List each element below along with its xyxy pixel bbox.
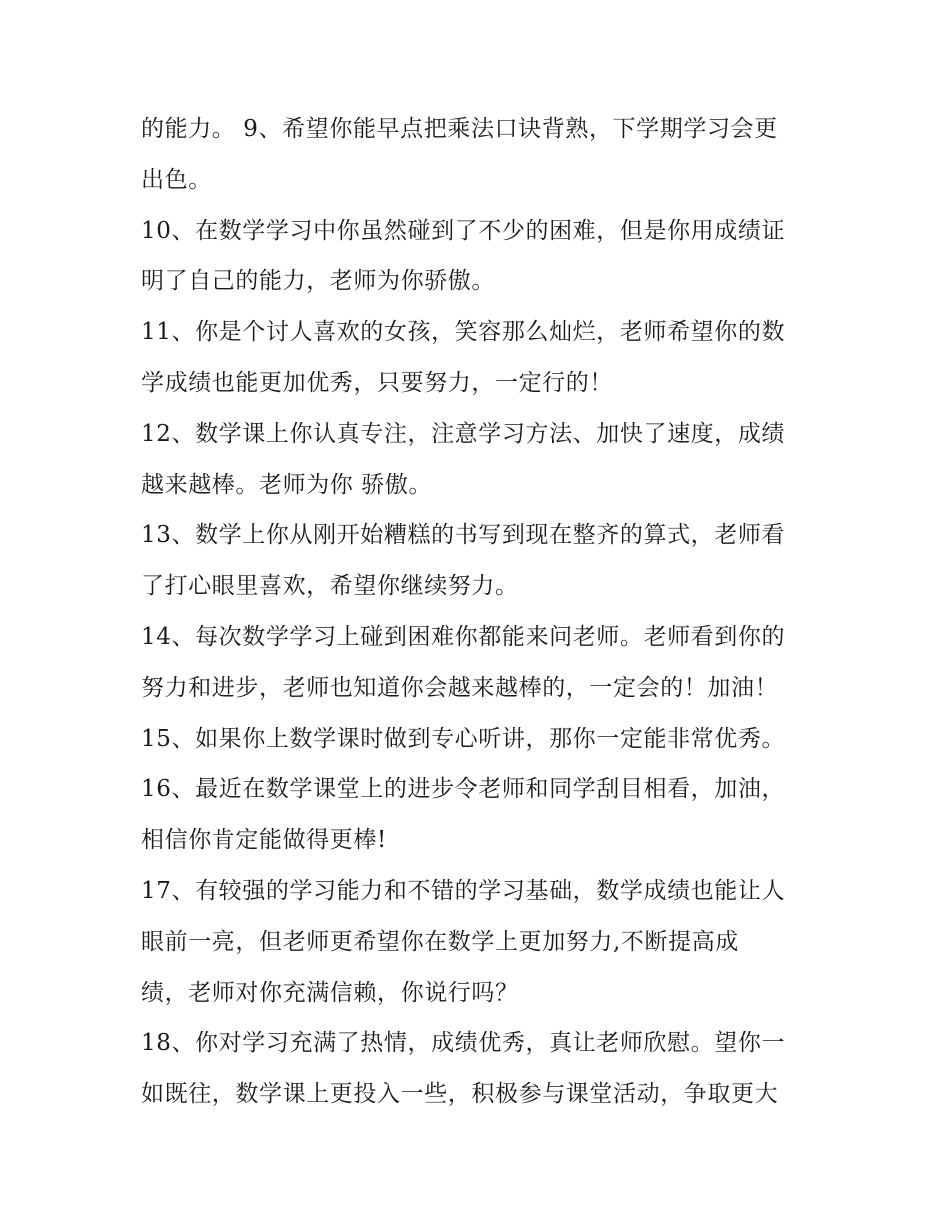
- text-line: 如既往，数学课上更投入一些，积极参与课堂活动，争取更大: [141, 1081, 779, 1108]
- text-line: 绩，老师对你充满信赖，你说行吗？: [141, 979, 519, 1006]
- text-line: 14、每次数学学习上碰到困难你都能来问老师。老师看到你的: [141, 623, 786, 650]
- text-line: 明了自己的能力，老师为你骄傲。: [141, 268, 495, 295]
- text-line: 18、你对学习充满了热情，成绩优秀，真让老师欣慰。望你一: [141, 1030, 786, 1057]
- text-line: 17、有较强的学习能力和不错的学习基础，数学成绩也能让人: [141, 877, 786, 904]
- text-line: 眼前一亮，但老师更希望你在数学上更加努力,不断提高成: [141, 928, 739, 955]
- text-line: 11、你是个讨人喜欢的女孩，笑容那么灿烂，老师希望你的数: [141, 319, 786, 346]
- text-line: 努力和进步，老师也知道你会越来越棒的，一定会的！加油！: [141, 674, 779, 701]
- text-line: 越来越棒。老师为你 骄傲。: [141, 471, 433, 498]
- text-line: 16、最近在数学课堂上的进步令老师和同学刮目相看，加油，: [141, 776, 786, 803]
- text-line: 13、数学上你从刚开始糟糕的书写到现在整齐的算式，老师看: [141, 522, 786, 549]
- text-line: 15、如果你上数学课时做到专心听讲，那你一定能非常优秀。: [141, 725, 786, 752]
- text-line: 的能力。 9、希望你能早点把乘法口诀背熟，下学期学习会更: [141, 116, 778, 142]
- text-line: 了打心眼里喜欢，希望你继续努力。: [141, 573, 519, 600]
- text-line: 学成绩也能更加优秀，只要努力，一定行的！: [141, 369, 613, 396]
- text-line: 10、在数学学习中你虽然碰到了不少的困难，但是你用成绩证: [141, 217, 786, 244]
- text-line: 相信你肯定能做得更棒!: [141, 827, 387, 854]
- text-line: 12、数学课上你认真专注，注意学习方法、加快了速度，成绩: [141, 420, 786, 447]
- text-line: 出色。: [141, 166, 212, 193]
- document-body: [141, 104, 821, 1120]
